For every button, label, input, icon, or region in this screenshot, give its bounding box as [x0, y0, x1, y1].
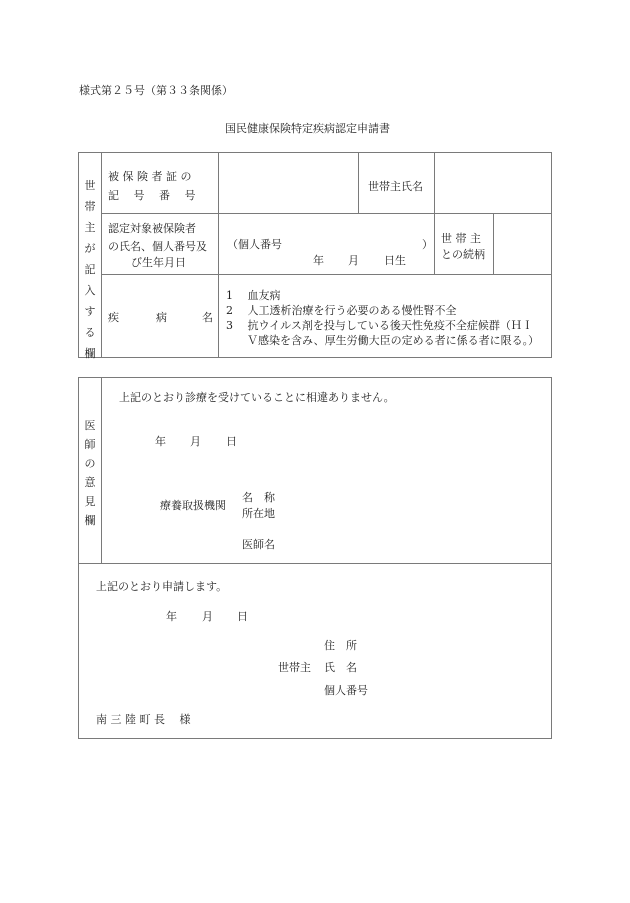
disease-label-2: 病 [156, 311, 167, 324]
doctor-date-day: 日 [226, 435, 237, 448]
birth-year-label: 年 [313, 254, 324, 267]
disease-label-3: 名 [202, 311, 213, 324]
insured-label-line3: び生年月日 [131, 256, 186, 269]
doctor-name-field[interactable] [290, 534, 540, 549]
insurance-card-number-field[interactable] [220, 154, 356, 212]
doctor-date-year: 年 [155, 435, 166, 448]
insurance-card-label-line1: 被 保 険 者 証 の [108, 170, 192, 183]
application-statement: 上記のとおり申請します。 [96, 580, 228, 593]
institution-address-field[interactable] [290, 503, 540, 518]
institution-address-label: 所在地 [242, 507, 275, 520]
doctor-statement: 上記のとおり診療を受けていることに相違ありません。 [119, 391, 395, 404]
disease-label-1: 疾 [108, 311, 119, 324]
birth-day-label: 日生 [384, 254, 406, 267]
relation-field[interactable] [495, 215, 550, 273]
applicant-name-label: 氏 名 [324, 661, 357, 674]
disease-option-2[interactable]: 2 人工透析治療を行う必要のある慢性腎不全 [226, 304, 457, 317]
insurance-card-label-line2: 記 号 番 号 [108, 189, 196, 202]
birth-month-label: 月 [348, 254, 359, 267]
applicant-personal-number-label: 個人番号 [324, 684, 368, 697]
applicant-head-label: 世帯主 [278, 661, 311, 674]
institution-label: 療養取扱機関 [160, 499, 226, 512]
application-date-month: 月 [202, 610, 213, 623]
personal-number-field[interactable] [290, 234, 420, 250]
form-title: 国民健康保険特定疾病認定申請書 [225, 122, 390, 135]
doctor-name-label: 医師名 [242, 538, 275, 551]
section1-side-label: 世 帯 主 が 記 入 す る 欄 [84, 179, 96, 360]
insured-label-line1: 認定対象被保険者 [108, 222, 196, 235]
form-number: 様式第２５号（第３３条関係） [79, 84, 233, 97]
application-date-day: 日 [237, 610, 248, 623]
household-head-name-label: 世帯主氏名 [368, 180, 423, 193]
doctor-date-month: 月 [190, 435, 201, 448]
personal-number-open: （個人番号 [227, 238, 282, 251]
insured-label-line2: の氏名、個人番号及 [108, 240, 207, 253]
section2-side-label: 医 師 の 意 見 欄 [84, 419, 96, 527]
addressee: 南 三 陸 町 長 様 [96, 713, 191, 726]
institution-name-field[interactable] [290, 487, 540, 502]
applicant-address-field[interactable] [370, 635, 540, 650]
institution-name-label: 名 称 [242, 491, 275, 504]
application-date-year: 年 [166, 610, 177, 623]
personal-number-close: ） [422, 238, 433, 251]
disease-option-3[interactable]: 3 抗ウイルス剤を投与している後天性免疫不全症候群（ＨＩ [226, 319, 533, 332]
relation-label-line2: との続柄 [441, 248, 485, 261]
applicant-personal-number-field[interactable] [375, 680, 540, 695]
disease-option-3-cont: Ｖ感染を含み、厚生労働大臣の定める者に係る者に限る。） [236, 334, 540, 347]
applicant-name-field[interactable] [370, 657, 540, 672]
applicant-address-label: 住 所 [324, 639, 357, 652]
relation-label-line1: 世 帯 主 [441, 232, 481, 245]
disease-option-1[interactable]: 1 血友病 [226, 289, 281, 302]
household-head-name-field[interactable] [436, 154, 550, 212]
